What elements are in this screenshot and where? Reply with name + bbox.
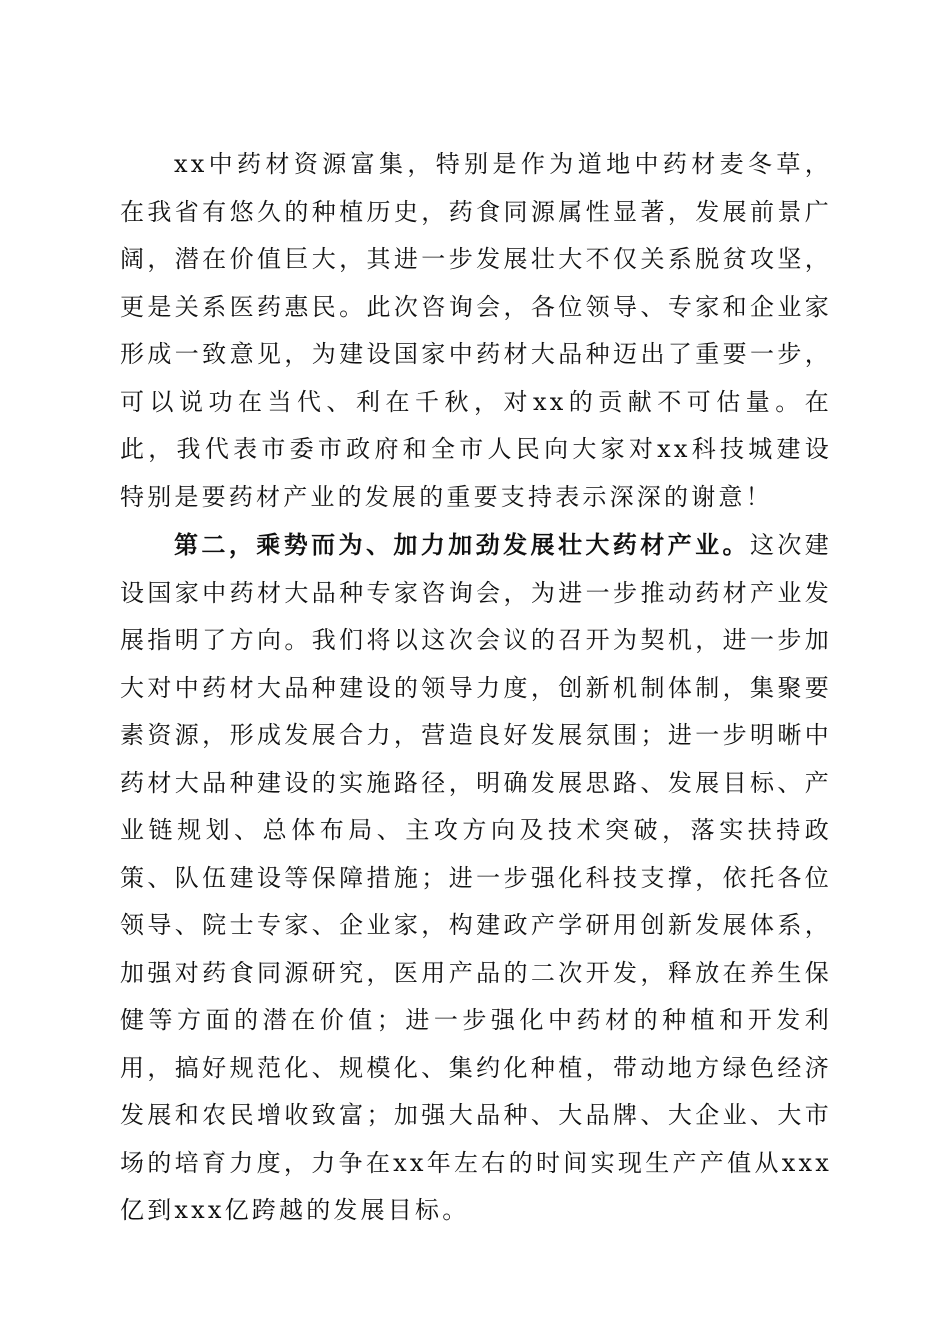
paragraph-text: xx中药材资源富集，特别是作为道地中药材麦冬草，在我省有悠久的种植历史，药食同源属性显著，发展前景广阔，潜在价值巨大，其进一步发展壮大不仅关系脱贫攻坚，更是关系医药惠民。此次咨询会，各位领导、专家和企业家形成一致意见，为建设国家中药材大品种迈出了重要一步，可以说功在当代、利在千秋，对xx的贡献不可估量。在此，我代表市委市政府和全市人民向大家对xx科技城建设特别是要药材产业的发展的重要支持表示深深的谢意！	[120, 150, 832, 511]
document-body	[120, 140, 832, 1235]
paragraph-second-point	[120, 521, 832, 1235]
paragraph-resources	[120, 140, 832, 521]
paragraph-lead: 第二，乘势而为、加力加劲发展壮大药材产业。	[174, 530, 750, 559]
paragraph-text: 这次建设国家中药材大品种专家咨询会，为进一步推动药材产业发展指明了方向。我们将以这次会议的召开为契机，进一步加大对中药材大品种建设的领导力度，创新机制体制，集聚要素资源，形成发展合力，营造良好发展氛围；进一步明晰中药材大品种建设的实施路径，明确发展思路、发展目标、产业链规划、总体布局、主攻方向及技术突破，落实扶持政策、队伍建设等保障措施；进一步强化科技支撑，依托各位领导、院士专家、企业家，构建政产学研用创新发展体系，加强对药食同源研究，医用产品的二次开发，释放在养生保健等方面的潜在价值；进一步强化中药材的种植和开发利用，搞好规范化、规模化、集约化种植，带动地方绿色经济发展和农民增收致富；加强大品种、大品牌、大企业、大市场的培育力度，力争在xx年左右的时间实现生产产值从xxx亿到xxx亿跨越的发展目标。	[120, 531, 832, 1224]
